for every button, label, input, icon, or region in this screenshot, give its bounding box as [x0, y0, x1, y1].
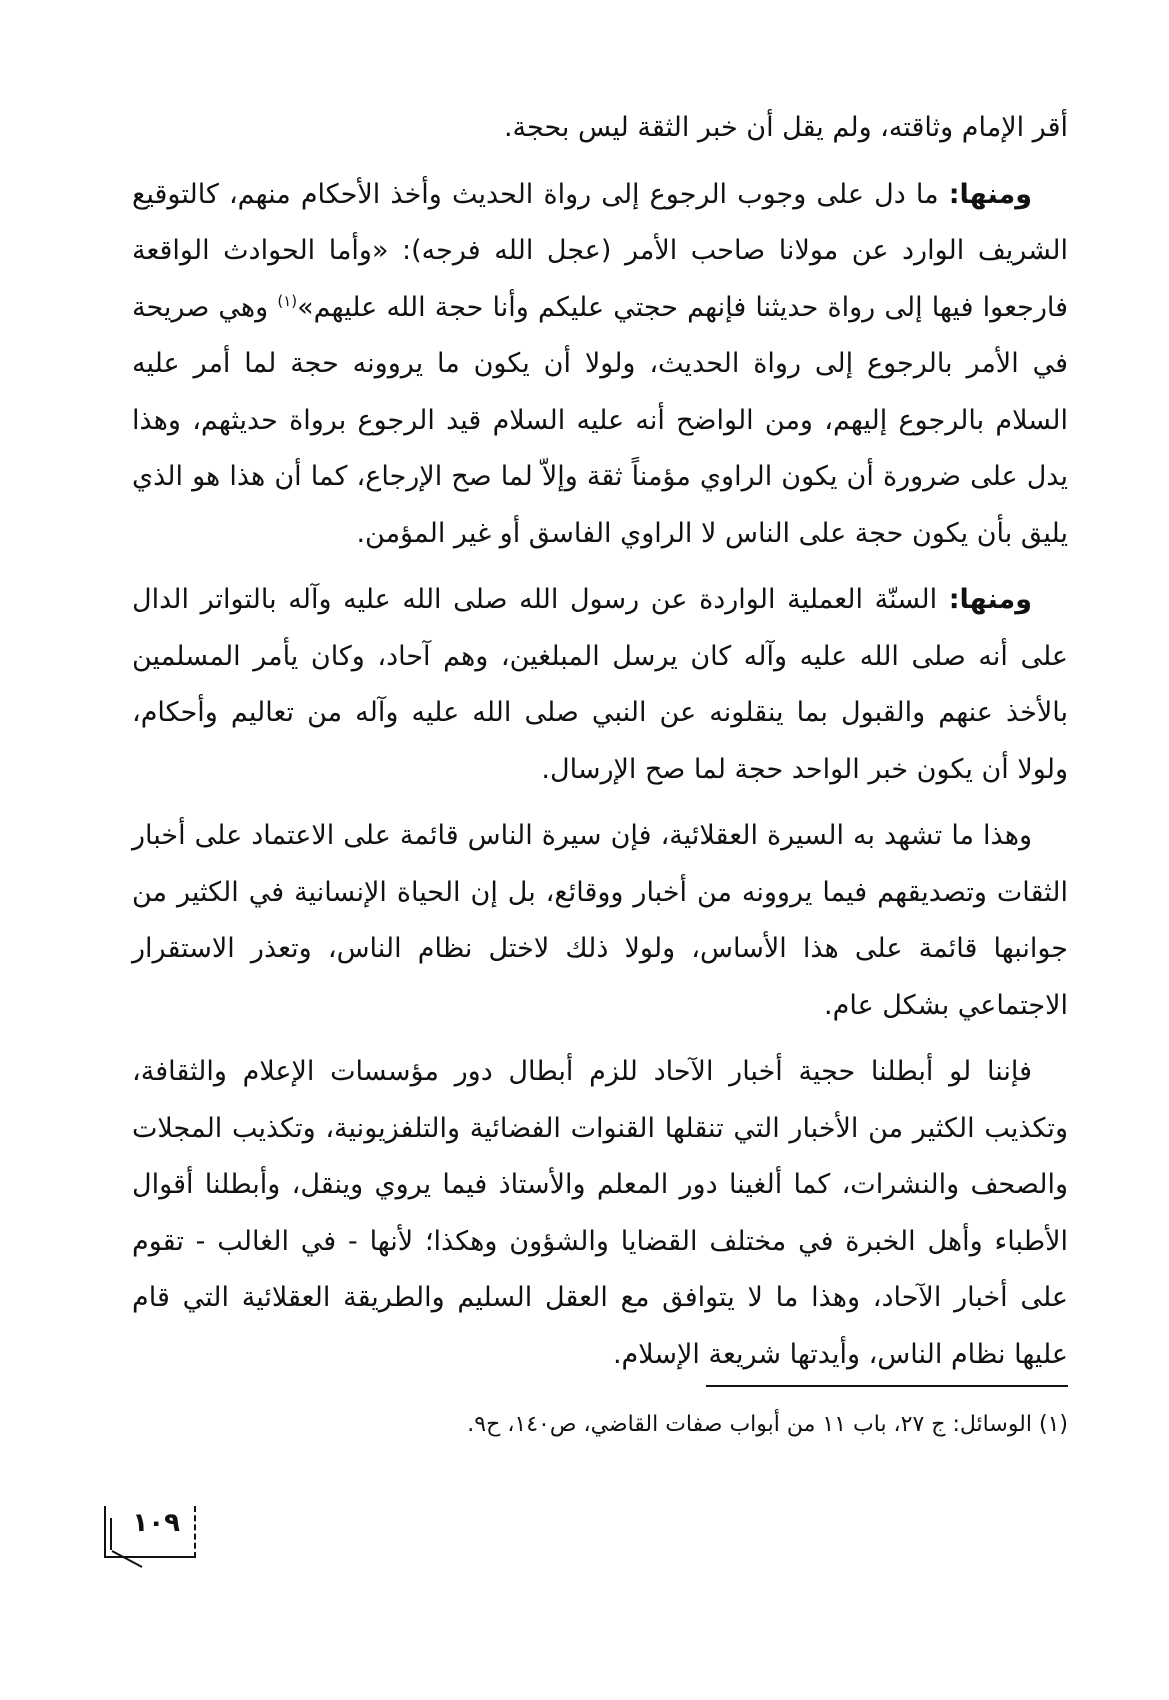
paragraph-2-lead: ومنها:: [948, 178, 1032, 210]
page-number: ١٠٩: [132, 1508, 180, 1538]
paragraph-5-text: فإننا لو أبطلنا حجية أخبار الآحاد للزم أبطال دور مؤسسات الإعلام والثقافة، وتكذيب الكثير من الأخبار التي تنقلها القنوات الفضائية والتلفزيونية، وتكذيب المجلات والصحف والنشرات، كما ألغينا دور المعلم والأستاذ فيما يروي وينقل، وأبطلنا أقوال الأطباء وأهل الخبرة في مختلف القضايا والشؤون وهكذا؛ لأنها - في الغالب - تقوم على أخبار الآحاد، وهذا ما لا يتوافق مع العقل السليم والطريقة العقلائية التي قام عليها نظام الناس، وأيدتها شريعة الإسلام.: [132, 1056, 1068, 1370]
body-text: [132, 100, 1068, 1393]
footnote-marker[interactable]: (١): [277, 291, 298, 310]
page-number-frame: [104, 1506, 196, 1558]
paragraph-4: [132, 808, 1068, 1034]
footnote: (١) الوسائل: ج ٢٧، باب ١١ من أبواب صفات القاضي، ص١٤٠، ح٩.: [467, 1412, 1068, 1437]
paragraph-1: [132, 100, 1068, 157]
paragraph-5: [132, 1044, 1068, 1383]
paragraph-3: [132, 572, 1068, 798]
paragraph-2: [132, 167, 1068, 563]
footnote-divider: [706, 1385, 1068, 1387]
paragraph-1-text: أقر الإمام وثاقته، ولم يقل أن خبر الثقة ليس بحجة.: [503, 112, 1068, 143]
paragraph-4-text: وهذا ما تشهد به السيرة العقلائية، فإن سيرة الناس قائمة على الاعتماد على أخبار الثقات وتصديقهم فيما يروونه من أخبار ووقائع، بل إن الحياة الإنسانية في الكثير من جوانبها قائمة على هذا الأساس، ولولا ذلك لاختل نظام الناس، وتعذر الاستقرار الاجتماعي بشكل عام.: [132, 820, 1068, 1021]
paragraph-3-lead: ومنها:: [948, 584, 1032, 615]
paragraph-2-text: ما دل على وجوب الرجوع إلى رواة الحديث وأخذ الأحكام منهم، كالتوقيع الشريف الوارد عن مولانا صاحب الأمر (عجل الله فرجه): «وأما الحوادث الواقعة فارجعوا فيها إلى رواة حديثنا فإنهم حجتي عليكم وأنا حجة الله عليهم»: [132, 178, 1068, 323]
paragraph-2-text-continued: وهي صريحة في الأمر بالرجوع إلى رواة الحديث، ولولا أن يكون ما يروونه حجة لما أمر عليه السلام بالرجوع إليهم، ومن الواضح أنه عليه السلام قيد الرجوع برواة حديثهم، وهذا يدل على ضرورة أن يكون الراوي مؤمناً ثقة وإلاّ لما صح الإرجاع، كما أن هذا هو الذي يليق بأن يكون حجة على الناس لا الراوي الفاسق أو غير المؤمن.: [132, 291, 1068, 549]
paragraph-3-text: السنّة العملية الواردة عن رسول الله صلى الله عليه وآله بالتواتر الدال على أنه صلى الله عليه وآله كان يرسل المبلغين، وهم آحاد، وكان يأمر المسلمين بالأخذ عنهم والقبول بما ينقلونه عن النبي صلى الله عليه وآله من تعاليم وأحكام، ولولا أن يكون خبر الواحد حجة لما صح الإرسال.: [132, 584, 1068, 785]
